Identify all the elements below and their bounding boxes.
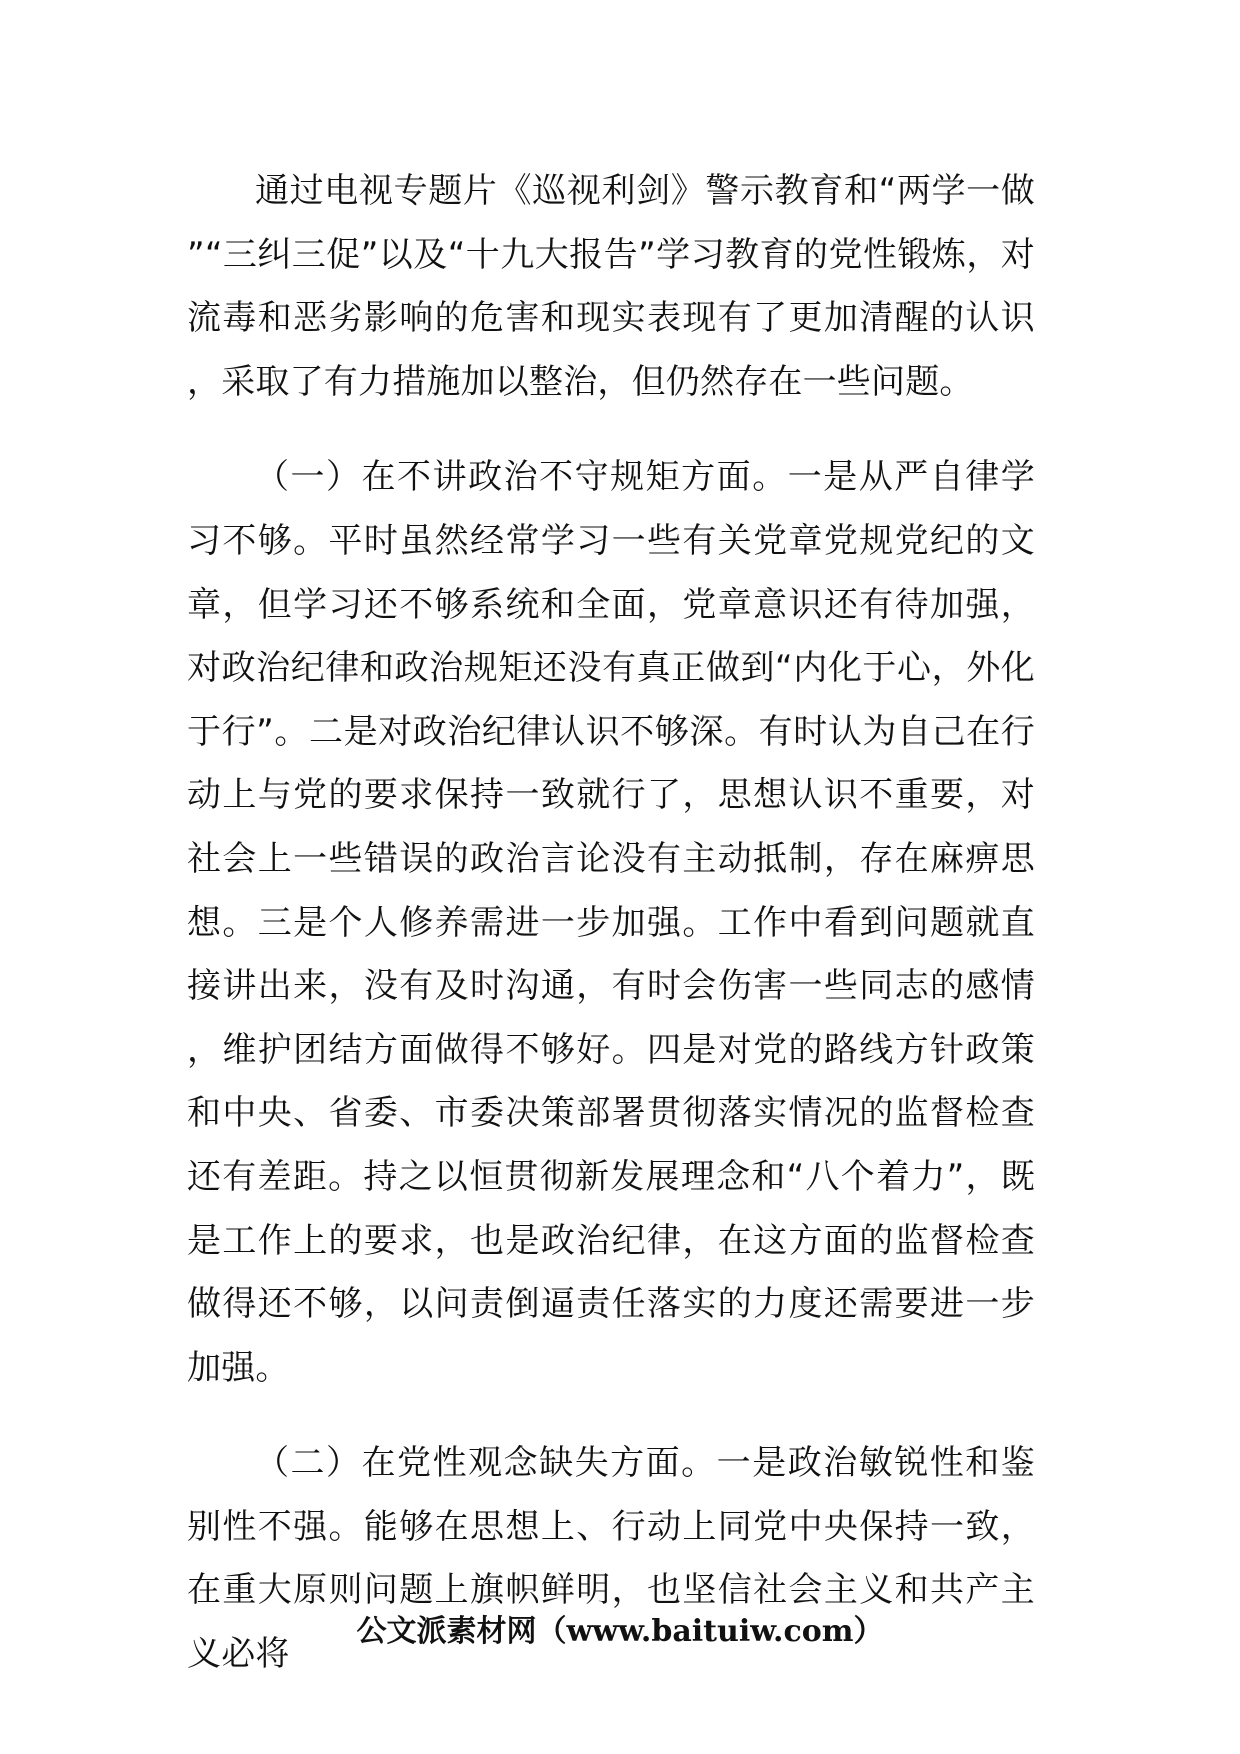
document-body: [187, 160, 1035, 1687]
paragraph-intro: 通过电视专题片《巡视利剑》警示教育和“两学一做”“三纠三促”以及“十九大报告”学习教育的党性锻炼，对流毒和恶劣影响的危害和现实表现有了更加清醒的认识，采取了有力措施加以整治，但仍然存在一些问题。: [187, 171, 1035, 402]
paragraph-section-two: （二）在党性观念缺失方面。一是政治敏锐性和鉴别性不强。能够在思想上、行动上同党中央保持一致，在重大原则问题上旗帜鲜明，也坚信社会主义和共产主义必将: [187, 1443, 1035, 1675]
footer-watermark-text: 公文派素材网（www.baituiw.com）: [356, 1614, 884, 1649]
paragraph-section-one: （一）在不讲政治不守规矩方面。一是从严自律学习不够。平时虽然经常学习一些有关党章党规党纪的文章，但学习还不够系统和全面，党章意识还有待加强，对政治纪律和政治规矩还没有真正做到“内化于心，外化于行”。二是对政治纪律认识不够深。有时认为自己在行动上与党的要求保持一致就行了，思想认识不重要，对社会上一些错误的政治言论没有主动抵制，存在麻痹思想。三是个人修养需进一步加强。工作中看到问题就直接讲出来，没有及时沟通，有时会伤害一些同志的感情，维护团结方面做得不够好。四是对党的路线方针政策和中央、省委、市委决策部署贯彻落实情况的监督检查还有差距。持之以恒贯彻新发展理念和“八个着力”，既是工作上的要求，也是政治纪律，在这方面的监督检查做得还不够，以问责倒逼责任落实的力度还需要进一步加强。: [187, 457, 1035, 1388]
